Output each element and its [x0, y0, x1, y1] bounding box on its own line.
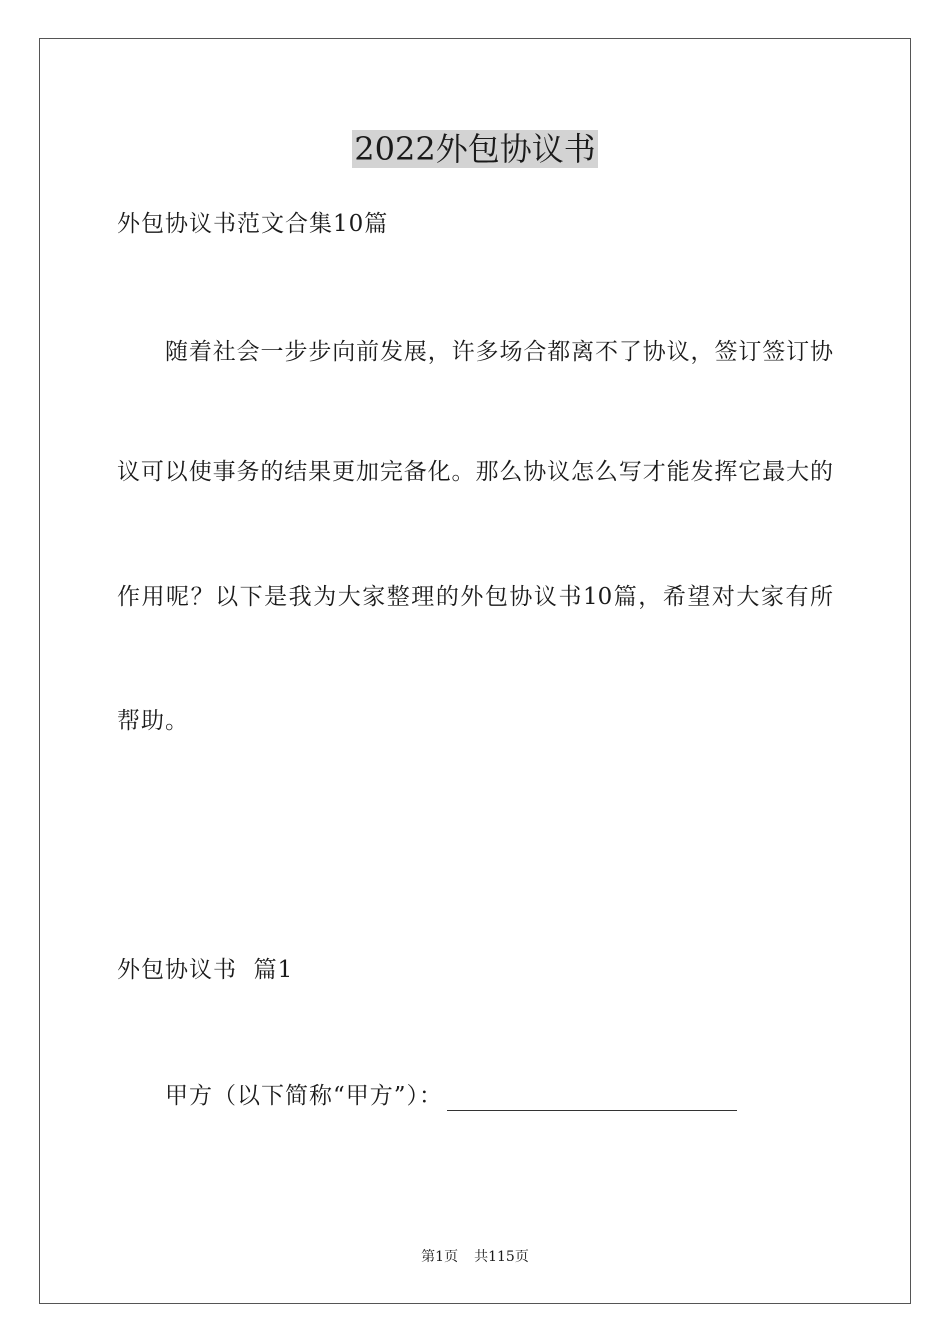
- document-title-text: 2022外包协议书: [354, 130, 596, 168]
- section-heading-text: 外包协议书 篇1: [117, 957, 294, 983]
- section-heading: [117, 955, 833, 985]
- page-number-current: 第1页: [421, 1249, 459, 1265]
- document-subtitle: 外包协议书范文合集10篇: [117, 211, 389, 237]
- document-title: [0, 127, 950, 171]
- party-a-line: [117, 1081, 833, 1111]
- party-a-blank-field: [447, 1088, 737, 1111]
- page-number-total: 共115页: [474, 1249, 529, 1265]
- intro-paragraph-line-1: 随着社会一步步向前发展，许多场合都离不了协议，签订签订协: [165, 339, 833, 365]
- intro-paragraph-line-4: 帮助。: [117, 708, 189, 734]
- intro-paragraph-line-3: 作用呢？以下是我为大家整理的外包协议书10篇，希望对大家有所: [117, 584, 833, 610]
- party-a-label: 甲方（以下简称“甲方”）：: [165, 1083, 444, 1109]
- page-footer: [0, 1247, 950, 1267]
- intro-paragraph-line-2: 议可以使事务的结果更加完备化。那么协议怎么写才能发挥它最大的: [117, 459, 833, 485]
